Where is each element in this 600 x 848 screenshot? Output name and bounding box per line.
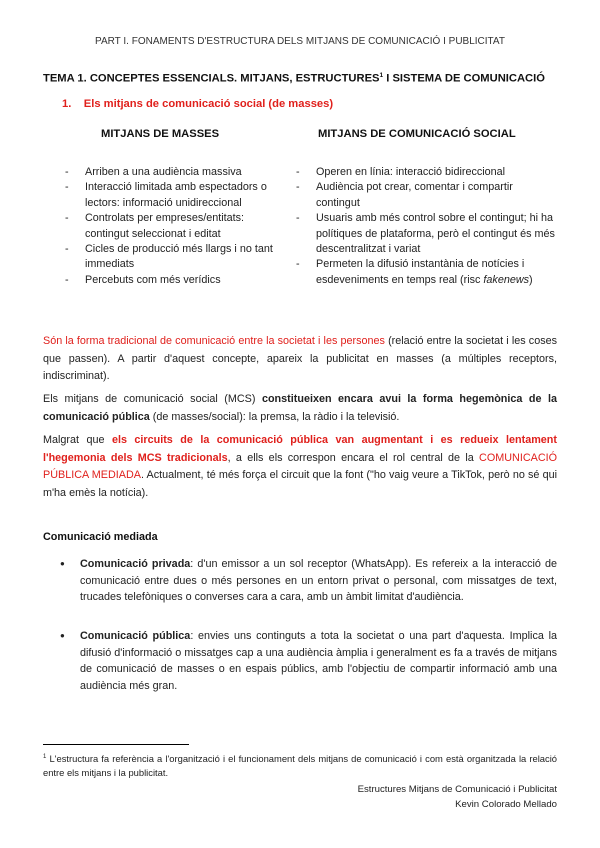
list-item: - Usuaris amb més control sobre el contingut; hi ha polítiques de plataforma, però el contingut és més descentralitzat i variat (296, 211, 558, 257)
bullet-list (60, 556, 557, 606)
footnote (43, 750, 557, 780)
footnote-ref[interactable]: 1 (379, 72, 384, 79)
list-item: - Interacció limitada amb espectadors o lectors: informació unidireccional (65, 180, 275, 211)
bullet-term: Comunicació pública (80, 630, 191, 642)
subheading: Comunicació mediada (43, 531, 158, 543)
bullet-text: : d'un emissor a un sol receptor (WhatsApp). Es refereix a la interacció de comunicació entre dues o més persones en un entorn privat o personal, com missatges de text, trucades telefòniques o converses cara a cara, amb un àmbit limitat d'audiència. (80, 558, 557, 604)
highlighted-text: Són la forma tradicional de comunicació entre la societat i les persones (43, 335, 385, 347)
paragraph-1 (43, 333, 557, 386)
list-item: - Controlats per empreses/entitats: contingut seleccionat i editat (65, 211, 275, 242)
footer-author: Kevin Colorado Mellado (455, 799, 557, 810)
bullet-list-2 (60, 628, 557, 695)
paragraph-text-end: (de masses/social): la premsa, la ràdio i la televisió. (149, 410, 400, 423)
list-item-text: Permeten la difusió instantània de notícies i esdeveniments en temps real (risc (316, 258, 525, 286)
footnote-divider (43, 744, 189, 745)
footnote-text: L'estructura fa referència a l'organització i el funcionament dels mitjans de comunicació i com està organitzada la relació entre els mitjans i la publicitat. (43, 753, 557, 779)
chapter-title (43, 72, 563, 85)
left-column-list (65, 165, 275, 288)
footnote-marker: 1 (43, 754, 47, 760)
list-item: - Arriben a una audiència massiva (65, 165, 275, 180)
left-column-heading: MITJANS DE MASSES (101, 128, 220, 140)
running-header: PART I. FONAMENTS D'ESTRUCTURA DELS MITJANS DE COMUNICACIÓ I PUBLICITAT (95, 36, 505, 47)
chapter-title-text: TEMA 1. CONCEPTES ESSENCIALS. MITJANS, ESTRUCTURES (43, 72, 380, 85)
right-column-heading: MITJANS DE COMUNICACIÓ SOCIAL (318, 128, 516, 140)
paragraph-3 (43, 432, 557, 502)
list-item: - Cicles de producció més llargs i no tant immediats (65, 242, 275, 273)
paragraph-text: (relació entre la societat i les coses que passen). A partir d'aquest concepte, apareix la publicitat en masses (a múltiples receptors, indiscriminat). (43, 335, 558, 383)
chapter-title-text-end: I SISTEMA DE COMUNICACIÓ (383, 72, 545, 85)
paragraph-text: Els mitjans de comunicació social (MCS) (43, 393, 262, 405)
bold-text: constitueixen encara avui la forma hegemònica de la comunicació pública (43, 393, 557, 423)
highlighted-bold-text: els circuits de la comunicació pública van augmentant i es redueix lentament l'hegemonia dels MCS tradicionals (43, 434, 557, 464)
right-column-list (296, 165, 558, 288)
paragraph-text-end: . Actualment, té més força el circuit que la font ("ho vaig veure a TikTok, però no sé qui m'ha emès la notícia). (43, 469, 557, 499)
bullet-text: : envies uns continguts a tota la societat o una part d'aquesta. Implica la difusió d'informació o missatges cap a una audiència àmplia i generalment es fa a través de mitjans de comunicació de masses o en espais públics, amb l'objectiu de compartir informació amb una audiència més gran. (80, 630, 557, 693)
paragraph-text: Malgrat que (43, 434, 112, 446)
list-item: - Percebuts com més verídics (65, 273, 275, 288)
bullet-item (60, 628, 557, 695)
list-item: - Operen en línia: interacció bidireccional (296, 165, 558, 180)
list-item: - Audiència pot crear, comentar i compartir contingut (296, 180, 558, 211)
paragraph-text-middle: , a ells els correspon encara el rol central de la (227, 451, 480, 464)
list-item-text-end: ) (529, 273, 533, 286)
section-title: 1. Els mitjans de comunicació social (de masses) (62, 98, 334, 110)
paragraph-2 (43, 391, 557, 426)
footer-course: Estructures Mitjans de Comunicació i Publicitat (357, 784, 557, 795)
highlighted-text: COMUNICACIÓ PÚBLICA MEDIADA (43, 451, 558, 482)
list-item-italic: fakenews (483, 273, 530, 286)
bullet-item (60, 556, 557, 606)
bullet-term: Comunicació privada (80, 558, 191, 570)
list-item (296, 257, 558, 288)
